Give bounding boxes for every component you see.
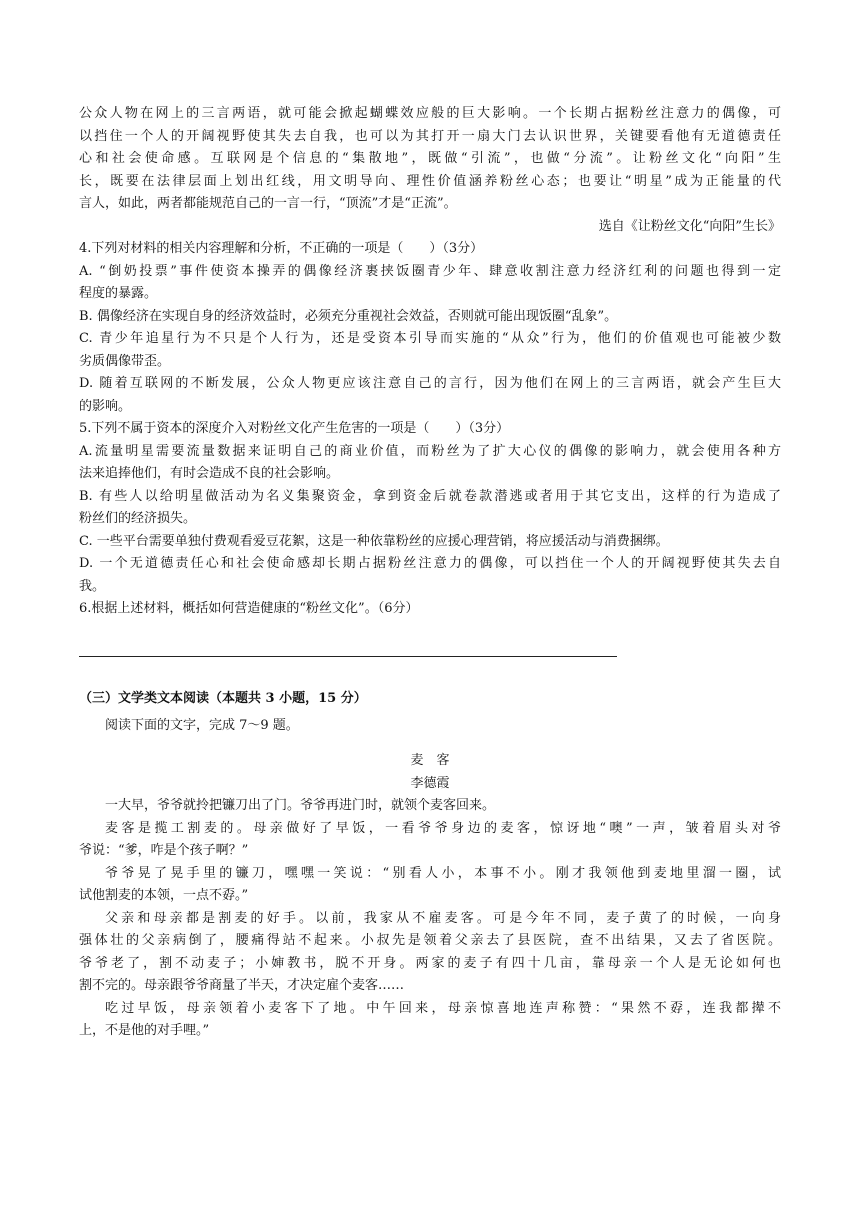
question-5-option-d-cont: 我。 xyxy=(79,578,106,594)
question-4-option-d: D. 随着互联网的不断发展，公众人物更应该注意自己的言行，因为他们在网上的三言两语，就会产生巨大 xyxy=(79,376,781,391)
question-4-option-b: B. 偶像经济在实现自身的经济效益时，必须充分重视社会效益，否则就可能出现饭圈“乱象”。 xyxy=(79,308,618,324)
story-paragraph-cont: 试他割麦的本领，一点不孬。” xyxy=(79,888,249,903)
story-paragraph-cont: 爷爷老了，割不动麦子；小婶教书，脱不开身。两家的麦子有四十几亩，靠母亲一个人是无论如何也 xyxy=(79,955,781,971)
section-heading: （三）文学类文本阅读（本题共 3 小题，15 分） xyxy=(79,691,367,706)
question-4-option-d-cont: 的影响。 xyxy=(79,398,132,414)
story-paragraph: 爷爷晃了晃手里的镰刀，嘿嘿一笑说：“别看人小，本事不小。刚才我领他到麦地里溜一圈，试 xyxy=(105,865,781,881)
question-4-stem: 4.下列对材料的相关内容理解和分析，不正确的一项是（ ）（3分） xyxy=(79,241,484,256)
question-5-option-b: B. 有些人以给明星做活动为名义集聚资金，拿到资金后就卷款潜逃或者用于其它支出，这样的行为造成了 xyxy=(79,488,781,504)
passage-line: 公众人物在网上的三言两语，就可能会掀起蝴蝶效应般的巨大影响。一个长期占据粉丝注意力的偶像，可 xyxy=(79,106,781,121)
section-instruction: 阅读下面的文字，完成 7～9 题。 xyxy=(105,717,299,733)
question-4-option-a-cont: 程度的暴露。 xyxy=(79,286,158,301)
passage-line: 言人，如此，两者都能规范自己的一言一行，“顶流”才是“正流”。 xyxy=(79,196,457,211)
story-paragraph: 麦客是揽工割麦的。母亲做好了早饭，一看爷爷身边的麦客，惊讶地“噢”一声，皱着眉头对爷 xyxy=(105,820,781,836)
answer-line[interactable] xyxy=(79,656,617,657)
story-paragraph-cont: 割不完的。母亲跟爷爷商量了半天，才决定雇个麦客…… xyxy=(79,978,405,993)
question-5-option-b-cont: 粉丝们的经济损失。 xyxy=(79,511,197,526)
question-5-option-a: A.流量明星需要流量数据来证明自己的商业价值，而粉丝为了扩大心仪的偶像的影响力，就会使用各种方 xyxy=(79,443,781,459)
question-4-option-c: C. 青少年追星行为不只是个人行为，还是受资本引导而实施的“从众”行为，他们的价值观也可能被少数 xyxy=(79,331,781,346)
question-4-option-a: A. “倒奶投票”事件使资本操弄的偶像经济裹挟饭圈青少年、肆意收割注意力经济红利的问题也得到一定 xyxy=(79,263,781,279)
question-4-option-c-cont: 劣质偶像带歪。 xyxy=(79,353,171,369)
passage-excerpt xyxy=(79,103,781,238)
passage-line: 心和社会使命感。互联网是个信息的“集散地”，既做“引流”，也做“分流”。让粉丝文化“向阳”生 xyxy=(79,151,781,166)
story-paragraph-cont: 上，不是他的对手哩。” xyxy=(79,1023,210,1038)
question-5-option-c: C. 一些平台需要单独付费观看爱豆花絮，这是一种依靠粉丝的应援心理营销，将应援活动与消费捆绑。 xyxy=(79,533,669,549)
story-author: 李德霞 xyxy=(410,775,450,791)
question-5-stem: 5.下列不属于资本的深度介入对粉丝文化产生危害的一项是（ ）（3分） xyxy=(79,421,510,436)
story-paragraph: 一大早，爷爷就拎把镰刀出了门。爷爷再进门时，就领个麦客回来。 xyxy=(105,798,496,813)
story-title: 麦 客 xyxy=(410,753,450,768)
passage-line: 长，既要在法律层面上划出红线，用文明导向、理性价值涵养粉丝心态；也要让“明星”成为正能量的代 xyxy=(79,173,781,189)
story-paragraph: 父亲和母亲都是割麦的好手。以前，我家从不雇麦客。可是今年不同，麦子黄了的时候，一向身 xyxy=(105,910,781,926)
question-5-option-a-cont: 法来追捧他们，有时会造成不良的社会影响。 xyxy=(79,466,340,481)
questions xyxy=(79,238,781,621)
story-paragraph-cont: 爷说：“爹，咋是个孩子啊？” xyxy=(79,843,249,858)
story-paragraph-cont: 强体壮的父亲病倒了，腰痛得站不起来。小叔先是领着父亲去了县医院，查不出结果，又去了省医院。 xyxy=(79,933,781,948)
passage-line: 以挡住一个人的开阔视野使其失去自我，也可以为其打开一扇大门去认识世界，关键要看他有无道德责任 xyxy=(79,128,781,144)
passage-source: 选自《让粉丝文化“向阳”生长》 xyxy=(598,218,781,234)
section-3 xyxy=(79,688,781,1043)
question-6-stem: 6.根据上述材料，概括如何营造健康的“粉丝文化”。（6分） xyxy=(79,601,419,616)
question-5-option-d: D. 一个无道德责任心和社会使命感却长期占据粉丝注意力的偶像，可以挡住一个人的开阔视野使其失去自 xyxy=(79,556,781,571)
story-paragraph: 吃过早饭，母亲领着小麦客下了地。中午回来，母亲惊喜地连声称赞：“果然不孬，连我都撵不 xyxy=(105,1000,781,1016)
